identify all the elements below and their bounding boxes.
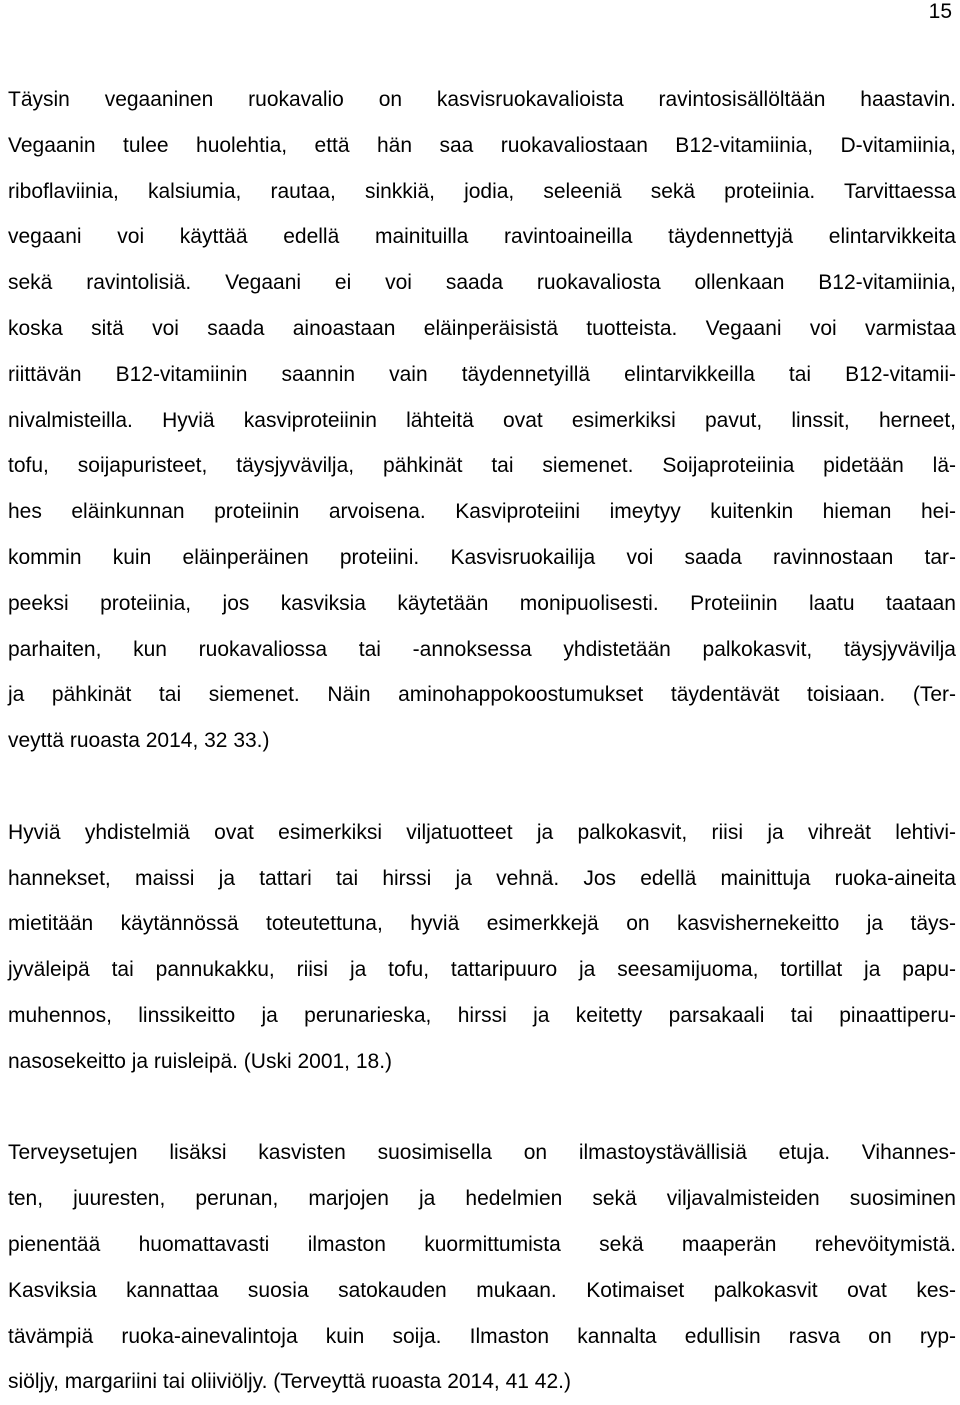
page-number: 15 [928, 0, 952, 23]
paragraph-gap [8, 1085, 956, 1131]
text-line: Täysin vegaaninen ruokavalio on kasvisruokavalioista ravintosisällöltään haastavin. [8, 88, 956, 111]
text-line: Terveysetujen lisäksi kasvisten suosimisella on ilmastoystävällisiä etuja. Vihannes- [8, 1141, 956, 1165]
text-line: kommin kuin eläinperäinen proteiini. Kasvisruokailija voi saada ravinnostaan tar- [8, 545, 956, 569]
paragraph-1 [8, 77, 956, 764]
text-line: riittävän B12-vitamiinin saannin vain täydennetyillä elintarvikkeilla tai B12-vitamii- [8, 362, 956, 386]
text-line: nivalmisteilla. Hyviä kasviproteiinin lähteitä ovat esimerkiksi pavut, linssit, herneet, [8, 408, 956, 432]
text-line: tofu, soijapuristeet, täysjyvävilja, pähkinät tai siemenet. Soijaproteiinia pidetään lä- [8, 454, 956, 478]
text-line: mietitään käytännössä toteutettuna, hyviä esimerkkejä on kasvishernekeitto ja täys- [8, 912, 956, 936]
text-line: siöljy, margariini tai oliiviöljy. (Terveyttä ruoasta 2014, 41 42.) [8, 1370, 571, 1394]
text-line: hannekset, maissi ja tattari tai hirssi ja vehnä. Jos edellä mainittuja ruoka-aineita [8, 866, 956, 890]
text-line: koska sitä voi saada ainoastaan eläinperäisistä tuotteista. Vegaani voi varmistaa [8, 316, 956, 340]
text-line: jyväleipä tai pannukakku, riisi ja tofu, tattaripuuro ja seesamijuoma, tortillat ja papu- [8, 958, 956, 982]
text-line: nasosekeitto ja ruisleipä. (Uski 2001, 18.) [8, 1049, 393, 1073]
text-line: Hyviä yhdistelmiä ovat esimerkiksi viljatuotteet ja palkokasvit, riisi ja vihreät lehtivi- [8, 820, 956, 844]
text-line: ja pähkinät tai siemenet. Näin aminohappokoostumukset täydentävät toisiaan. (Ter- [8, 683, 956, 707]
text-line: Vegaanin tulee huolehtia, että hän saa ruokavaliostaan B12-vitamiinia, D-vitamiinia, [8, 133, 956, 157]
paragraph-3 [8, 1130, 956, 1405]
document-body [8, 77, 956, 1405]
text-line: sekä ravintolisiä. Vegaani ei voi saada ruokavaliosta ollenkaan B12-vitamiinia, [8, 271, 956, 295]
text-line: muhennos, linssikeitto ja perunarieska, hirssi ja keitetty parsakaali tai pinaattiperu- [8, 1003, 956, 1027]
text-line: parhaiten, kun ruokavaliossa tai -annoksessa yhdistetään palkokasvit, täysjyvävilja [8, 637, 956, 661]
paragraph-2 [8, 810, 956, 1085]
text-line: riboflaviinia, kalsiumia, rautaa, sinkkiä, jodia, seleeniä sekä proteiinia. Tarvittaessa [8, 179, 956, 203]
text-line: Kasviksia kannattaa suosia satokauden mukaan. Kotimaiset palkokasvit ovat kes- [8, 1278, 956, 1302]
text-line: vegaani voi käyttää edellä mainituilla ravintoaineilla täydennettyjä elintarvikkeita [8, 225, 956, 249]
text-line: pienentää huomattavasti ilmaston kuormittumista sekä maaperän rehevöitymistä. [8, 1232, 956, 1256]
text-line: tävämpiä ruoka-ainevalintoja kuin soija. Ilmaston kannalta edullisin rasva on ryp- [8, 1324, 956, 1348]
text-line: veyttä ruoasta 2014, 32 33.) [8, 729, 270, 753]
paragraph-gap [8, 764, 956, 810]
text-line: peeksi proteiinia, jos kasviksia käytetään monipuolisesti. Proteiinin laatu taataan [8, 591, 956, 615]
text-line: ten, juuresten, perunan, marjojen ja hedelmien sekä viljavalmisteiden suosiminen [8, 1187, 956, 1211]
text-line: hes eläinkunnan proteiinin arvoisena. Kasviproteiini imeytyy kuitenkin hieman hei- [8, 500, 956, 524]
